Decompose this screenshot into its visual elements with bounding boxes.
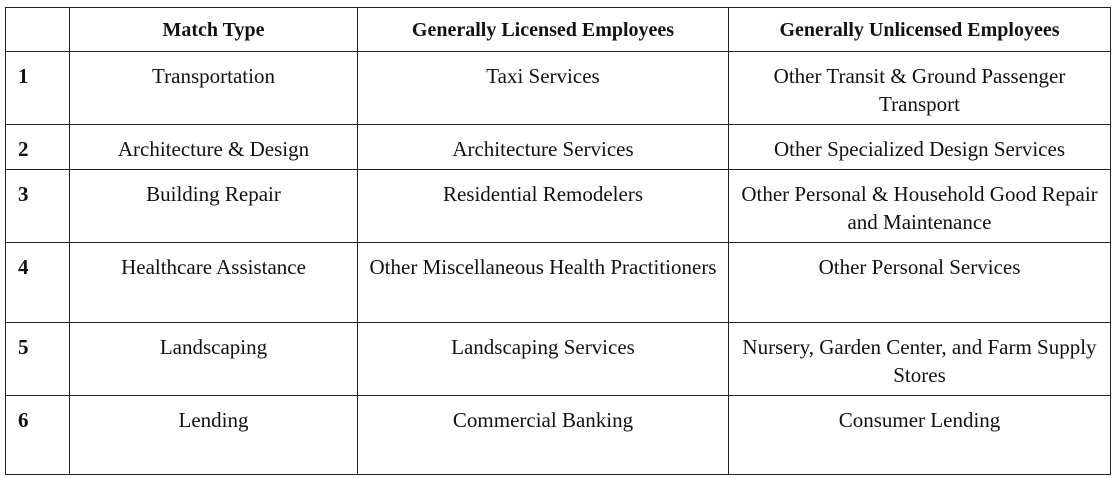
unlicensed-cell: Other Personal Services (729, 243, 1111, 323)
licensed-cell: Landscaping Services (358, 323, 729, 396)
header-licensed: Generally Licensed Employees (358, 8, 729, 52)
row-number: 3 (6, 170, 70, 243)
unlicensed-cell: Consumer Lending (729, 396, 1111, 475)
table-header-row (6, 8, 1111, 52)
row-number: 6 (6, 396, 70, 475)
row-number: 1 (6, 52, 70, 125)
licensed-cell: Taxi Services (358, 52, 729, 125)
table-row (6, 125, 1111, 170)
licensed-cell: Architecture Services (358, 125, 729, 170)
match-type-cell: Building Repair (70, 170, 358, 243)
row-number: 5 (6, 323, 70, 396)
unlicensed-cell: Other Personal & Household Good Repair and Maintenance (729, 170, 1111, 243)
row-number: 2 (6, 125, 70, 170)
table-row (6, 243, 1111, 323)
match-type-cell: Healthcare Assistance (70, 243, 358, 323)
match-type-cell: Transportation (70, 52, 358, 125)
table-row (6, 396, 1111, 475)
licensed-cell: Other Miscellaneous Health Practitioners (358, 243, 729, 323)
unlicensed-cell: Other Specialized Design Services (729, 125, 1111, 170)
header-match-type: Match Type (70, 8, 358, 52)
header-index (6, 8, 70, 52)
match-type-cell: Architecture & Design (70, 125, 358, 170)
licensed-cell: Residential Remodelers (358, 170, 729, 243)
table-row (6, 170, 1111, 243)
header-unlicensed: Generally Unlicensed Employees (729, 8, 1111, 52)
match-type-cell: Lending (70, 396, 358, 475)
table-row (6, 323, 1111, 396)
licensed-cell: Commercial Banking (358, 396, 729, 475)
unlicensed-cell: Nursery, Garden Center, and Farm Supply Stores (729, 323, 1111, 396)
unlicensed-cell: Other Transit & Ground Passenger Transport (729, 52, 1111, 125)
match-type-cell: Landscaping (70, 323, 358, 396)
matching-table (5, 7, 1111, 475)
row-number: 4 (6, 243, 70, 323)
table-row (6, 52, 1111, 125)
